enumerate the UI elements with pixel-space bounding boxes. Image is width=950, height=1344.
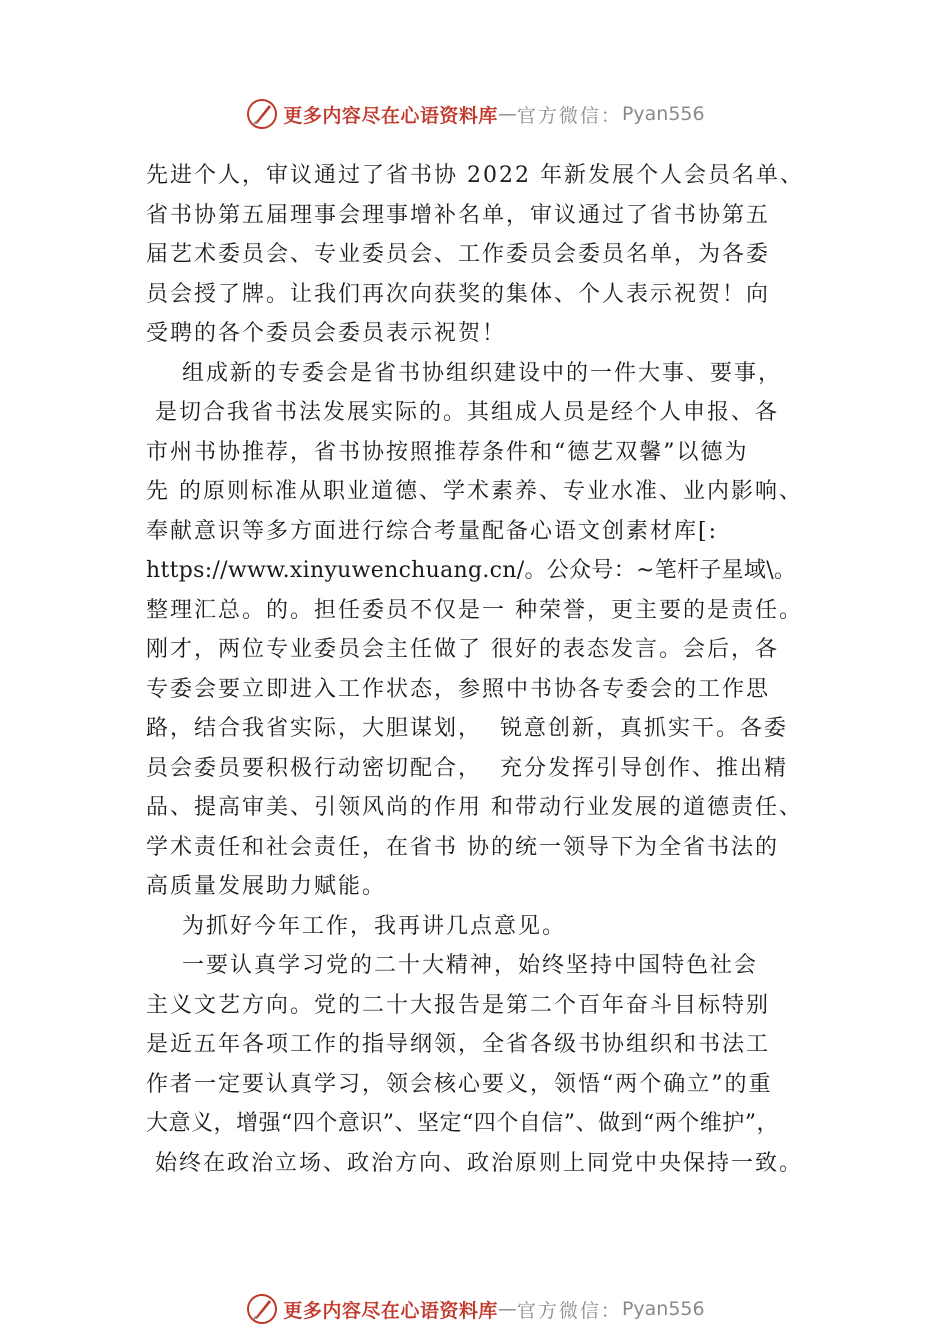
header-banner <box>0 92 950 136</box>
footer-banner <box>0 1287 950 1331</box>
header-dash: — <box>497 103 517 125</box>
document-body <box>146 156 846 1183</box>
footer-brand: 更多内容尽在心语资料库 <box>283 1299 498 1322</box>
header-wechat-id: Pyan556 <box>621 103 705 125</box>
body-line: 省书协第五届理事会理事增补名单，审议通过了省书协第五 <box>146 202 771 228</box>
body-line: 员会委员要积极行动密切配合， 充分发挥引导创作、推出精 <box>146 755 788 781</box>
footer-wechat-label: 官方微信： <box>516 1299 622 1322</box>
body-line: 整理汇总。的。担任委员不仅是一 种荣誉，更主要的是责任。 <box>146 597 803 623</box>
body-line: 高质量发展助力赋能。 <box>146 874 387 899</box>
body-line: 刚才，两位专业委员会主任做了 很好的表态发言。会后，各 <box>146 637 779 662</box>
body-line: 先进个人，审议通过了省书协 2022 年新发展个人会员名单、 <box>146 163 804 188</box>
body-line: 组成新的专委会是省书协组织建设中的一件大事、要事， <box>146 360 782 386</box>
body-line: 专委会要立即进入工作状态，参照中书协各专委会的工作思 <box>146 676 771 702</box>
body-line: 始终在政治立场、政治方向、政治原则上同党中央保持一致。 <box>146 1150 803 1176</box>
body-line: 是近五年各项工作的指导纲领，全省各级书协组织和书法工 <box>146 1032 771 1057</box>
body-line: 大意义，增强“四个意识”、坚定“四个自信”、做到“两个维护”， <box>146 1111 779 1136</box>
body-line: 为抓好今年工作，我再讲几点意见。 <box>146 913 566 939</box>
body-line: 奉献意识等多方面进行综合考量配备心语文创素材库[: <box>146 518 718 544</box>
body-line: 员会授了牌。让我们再次向获奖的集体、个人表示祝贺！向 <box>146 281 771 307</box>
body-line: https://www.xinyuwenchuang.cn/。公众号：~笔杆子星域\。 <box>146 558 797 583</box>
body-line: 届艺术委员会、专业委员会、工作委员会委员名单，为各委 <box>146 242 771 267</box>
body-line: 受聘的各个委员会委员表示祝贺！ <box>146 321 507 346</box>
body-line: 先 的原则标准从职业道德、学术素养、专业水准、业内影响、 <box>146 479 803 504</box>
body-line: 品、提高审美、引领风尚的作用 和带动行业发展的道德责任、 <box>146 795 803 820</box>
body-line: 路，结合我省实际，大胆谋划， 锐意创新，真抓实干。各委 <box>146 716 788 741</box>
body-line: 一要认真学习党的二十大精神，始终坚持中国特色社会 <box>146 953 758 978</box>
body-line: 主义文艺方向。党的二十大报告是第二个百年奋斗目标特别 <box>146 992 771 1018</box>
footer-wechat-id: Pyan556 <box>621 1298 705 1320</box>
header-wechat-label: 官方微信： <box>516 104 622 127</box>
body-line: 作者一定要认真学习，领会核心要义，领悟“两个确立”的重 <box>146 1071 773 1097</box>
body-line: 学术责任和社会责任，在省书 协的统一领导下为全省书法的 <box>146 834 779 860</box>
footer-dash: — <box>497 1298 517 1320</box>
quill-logo-icon <box>245 97 279 131</box>
header-brand: 更多内容尽在心语资料库 <box>283 104 498 127</box>
body-line: 是切合我省书法发展实际的。其组成人员是经个人申报、各 <box>146 400 779 425</box>
quill-logo-icon <box>245 1292 279 1326</box>
body-line: 市州书协推荐，省书协按照推荐条件和“德艺双馨”以德为 <box>146 439 749 465</box>
